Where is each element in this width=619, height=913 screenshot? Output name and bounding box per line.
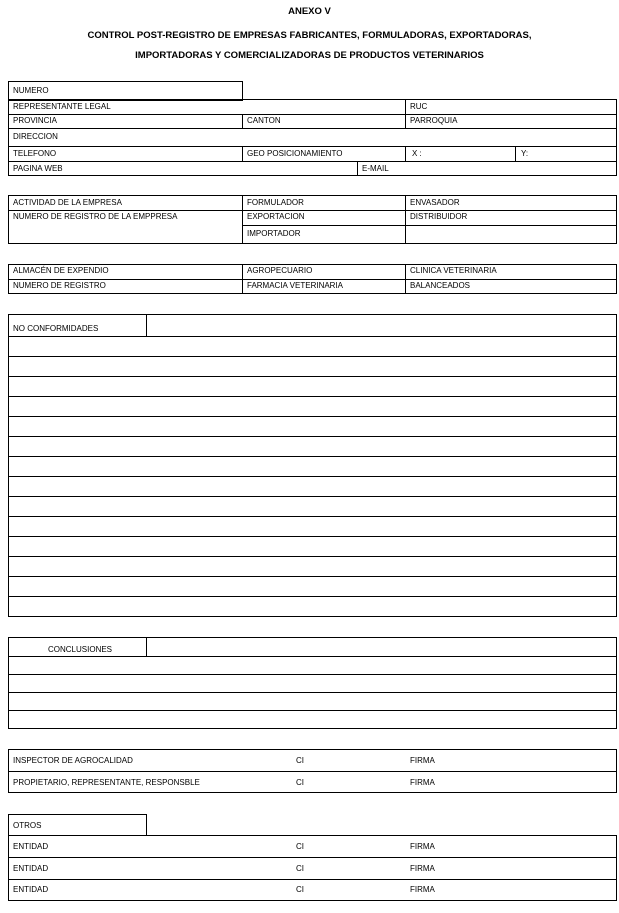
numero-label: NUMERO	[13, 86, 49, 95]
inspector-label: INSPECTOR DE AGROCALIDAD	[13, 756, 133, 765]
almacen-expendio-label: ALMACÉN DE EXPENDIO	[13, 266, 109, 275]
ruc-label: RUC	[410, 102, 428, 111]
entidad-label: ENTIDAD	[13, 842, 49, 851]
entidad-firma-label: FIRMA	[410, 885, 435, 894]
entidad-ci-label: CI	[296, 842, 304, 851]
exportacion-label: EXPORTACION	[247, 212, 305, 221]
entidad-ci-label: CI	[296, 885, 304, 894]
form-title-line-2: IMPORTADORAS Y COMERCIALIZADORAS DE PRODUCTOS VETERINARIOS	[135, 50, 484, 61]
inspector-firma-label: FIRMA	[410, 756, 435, 765]
telefono-label: TELEFONO	[13, 149, 57, 158]
entidad-label: ENTIDAD	[13, 885, 49, 894]
email-label: E-MAIL	[362, 164, 389, 173]
balanceados-label: BALANCEADOS	[410, 281, 471, 290]
canton-label: CANTON	[247, 116, 281, 125]
no-conformidades-table[interactable]	[8, 314, 617, 617]
entidad-ci-label: CI	[296, 864, 304, 873]
conclusiones-label: CONCLUSIONES	[48, 645, 113, 654]
clinica-veterinaria-label: CLINICA VETERINARIA	[410, 266, 497, 275]
entidad-firma-label: FIRMA	[410, 864, 435, 873]
numero-registro-label: NUMERO DE REGISTRO	[13, 281, 106, 290]
otros-label: OTROS	[13, 821, 42, 830]
representante-legal-label: REPRESENTANTE LEGAL	[13, 102, 111, 111]
distribuidor-label: DISTRIBUIDOR	[410, 212, 468, 221]
agropecuario-label: AGROPECUARIO	[247, 266, 313, 275]
entidad-firma-label: FIRMA	[410, 842, 435, 851]
farmacia-veterinaria-label: FARMACIA VETERINARIA	[247, 281, 344, 290]
direccion-label: DIRECCION	[13, 132, 58, 141]
inspector-ci-label: CI	[296, 756, 304, 765]
parroquia-label: PARROQUIA	[410, 116, 458, 125]
annex-title: ANEXO V	[288, 6, 331, 17]
actividad-empresa-label: ACTIVIDAD DE LA EMPRESA	[13, 198, 122, 207]
entidad-label: ENTIDAD	[13, 864, 49, 873]
coordinate-x-label: X :	[412, 149, 422, 158]
propietario-firma-label: FIRMA	[410, 778, 435, 787]
registro-empresa-label: NUMERO DE REGISTRO DE LA EMPPRESA	[13, 212, 178, 221]
coordinate-y-label: Y:	[521, 149, 529, 158]
geo-posicionamiento-label: GEO POSICIONAMIENTO	[247, 149, 343, 158]
provincia-label: PROVINCIA	[13, 116, 58, 125]
no-conformidades-label: NO CONFORMIDADES	[13, 324, 99, 333]
propietario-label: PROPIETARIO, REPRESENTANTE, RESPONSBLE	[13, 778, 200, 787]
form-title-line-1: CONTROL POST-REGISTRO DE EMPRESAS FABRICANTES, FORMULADORAS, EXPORTADORAS,	[87, 30, 532, 41]
envasador-label: ENVASADOR	[410, 198, 460, 207]
propietario-ci-label: CI	[296, 778, 304, 787]
formulador-label: FORMULADOR	[247, 198, 304, 207]
otros-table[interactable]	[8, 835, 617, 901]
pagina-web-label: PAGINA WEB	[13, 164, 63, 173]
importador-label: IMPORTADOR	[247, 229, 301, 238]
